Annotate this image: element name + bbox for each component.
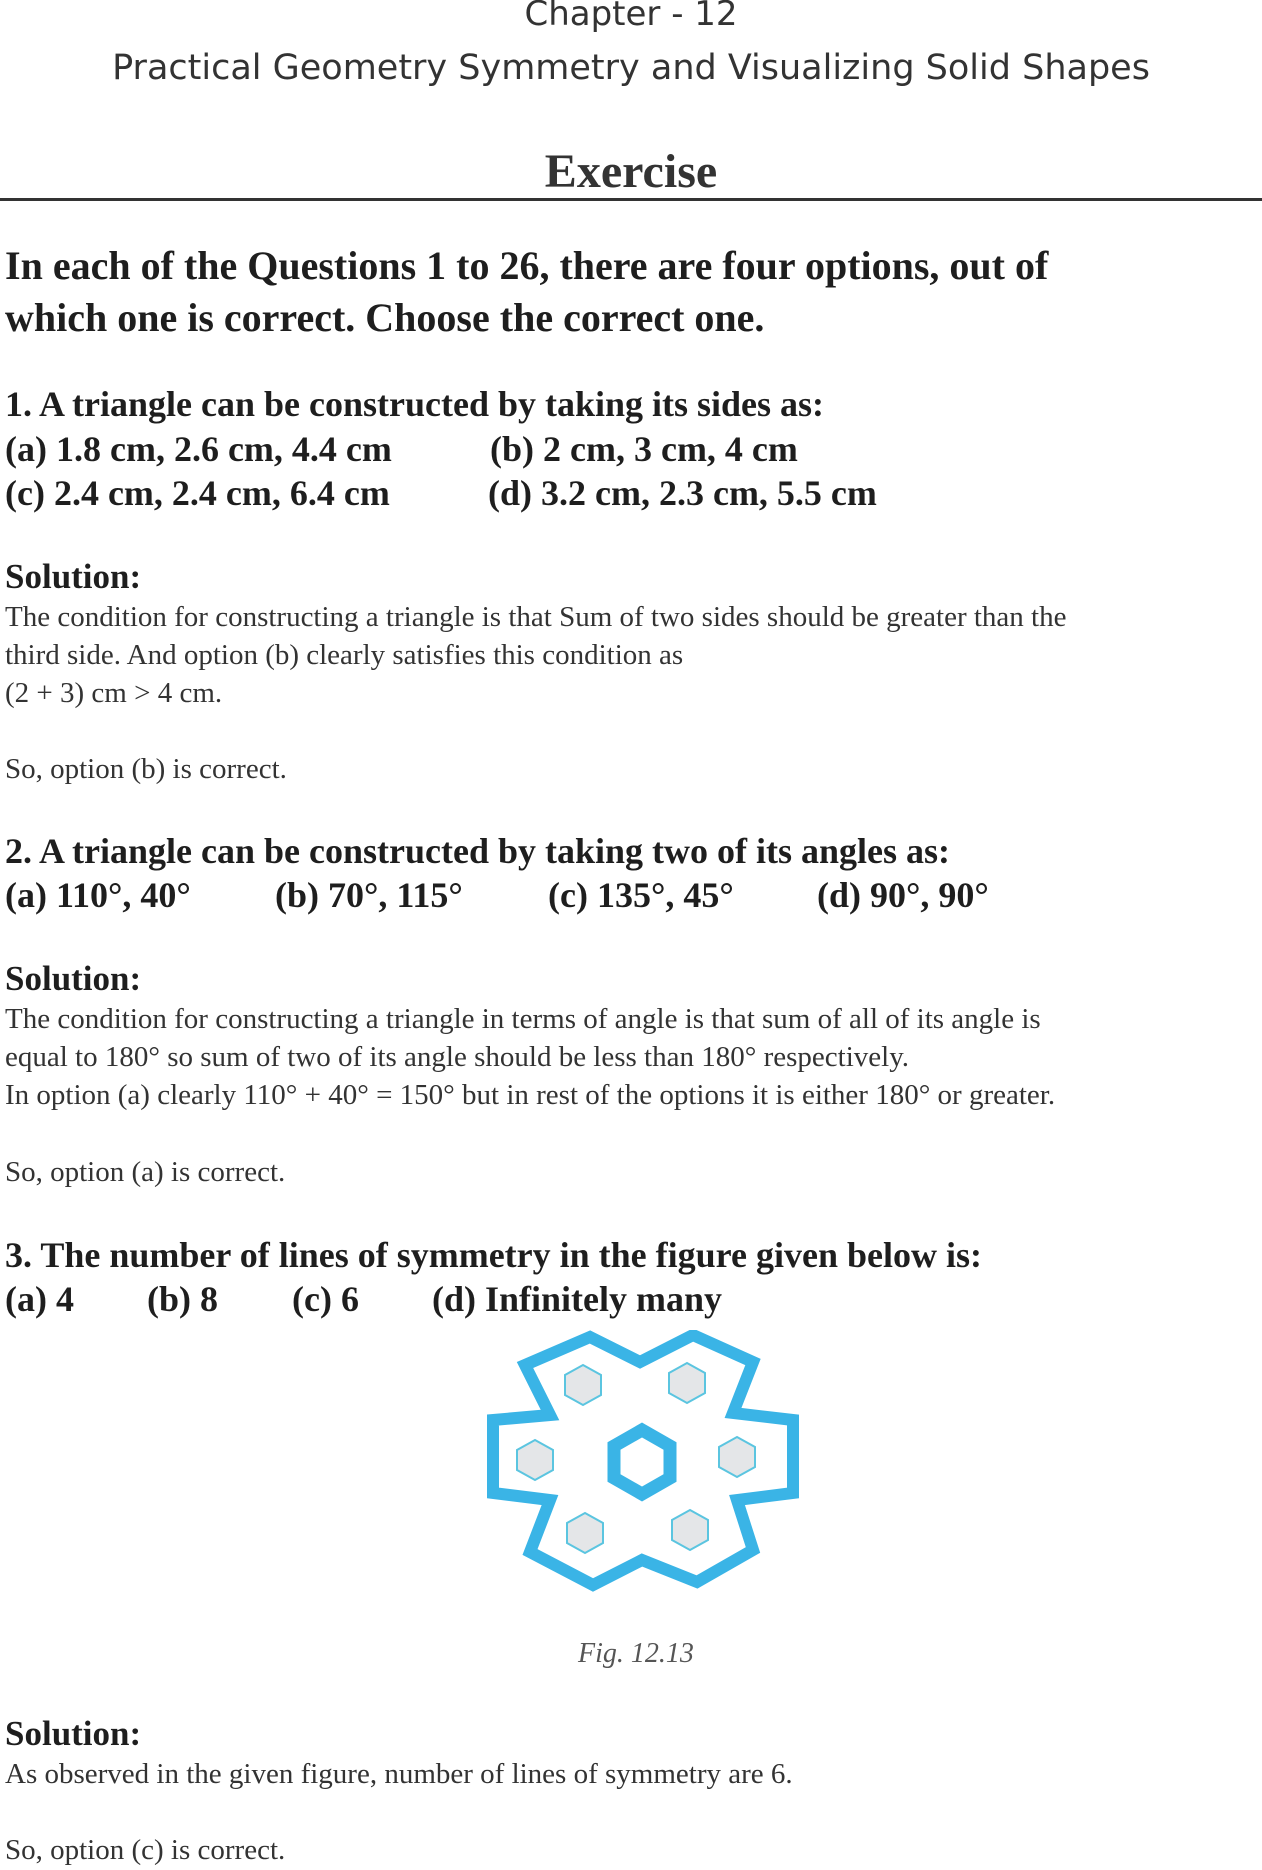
q2-solution-heading: Solution: bbox=[5, 959, 142, 998]
q2-option-a: (a) 110°, 40° bbox=[5, 875, 191, 915]
q1-solution-line: (2 + 3) cm > 4 cm. bbox=[5, 677, 223, 709]
figure-caption: Fig. 12.13 bbox=[578, 1638, 694, 1669]
instructions-line-1: In each of the Questions 1 to 26, there are four options, out of bbox=[5, 243, 1049, 288]
small-hexagon bbox=[669, 1363, 705, 1403]
q1-option-d: (d) 3.2 cm, 2.3 cm, 5.5 cm bbox=[488, 473, 877, 513]
q3-option-a: (a) 4 bbox=[5, 1279, 74, 1319]
small-hexagon bbox=[517, 1440, 553, 1480]
small-hexagon bbox=[672, 1510, 708, 1550]
q1-answer: So, option (b) is correct. bbox=[5, 753, 287, 785]
q1-option-a: (a) 1.8 cm, 2.6 cm, 4.4 cm bbox=[5, 429, 392, 469]
small-hexagon bbox=[565, 1365, 601, 1405]
q2-answer: So, option (a) is correct. bbox=[5, 1156, 286, 1188]
center-hexagon bbox=[614, 1430, 670, 1494]
q3-option-c: (c) 6 bbox=[292, 1279, 359, 1319]
header-divider bbox=[0, 198, 1262, 201]
q2-option-c: (c) 135°, 45° bbox=[548, 875, 734, 915]
q1-option-c: (c) 2.4 cm, 2.4 cm, 6.4 cm bbox=[5, 473, 390, 513]
q3-answer: So, option (c) is correct. bbox=[5, 1834, 286, 1866]
q2-option-b: (b) 70°, 115° bbox=[275, 875, 463, 915]
q2-solution-line: In option (a) clearly 110° + 40° = 150° but in rest of the options it is either 180° or greater. bbox=[5, 1079, 1056, 1111]
question-2: 2. A triangle can be constructed by taking two of its angles as: bbox=[5, 831, 950, 871]
q1-solution-heading: Solution: bbox=[5, 557, 142, 596]
q3-solution-line: As observed in the given figure, number of lines of symmetry are 6. bbox=[5, 1758, 793, 1790]
section-title: Exercise bbox=[544, 145, 718, 198]
q1-solution-line: third side. And option (b) clearly satisfies this condition as bbox=[5, 639, 684, 671]
q2-solution-line: equal to 180° so sum of two of its angle should be less than 180° respectively. bbox=[5, 1041, 910, 1073]
question-1: 1. A triangle can be constructed by taking its sides as: bbox=[5, 384, 825, 424]
small-hexagon bbox=[567, 1513, 603, 1553]
symmetry-figure bbox=[460, 1330, 820, 1610]
q2-option-d: (d) 90°, 90° bbox=[817, 875, 989, 915]
chapter-title: Chapter - 12 bbox=[524, 0, 738, 34]
q1-solution-line: The condition for constructing a triangle is that Sum of two sides should be greater than the bbox=[5, 601, 1067, 633]
q2-solution-line: The condition for constructing a triangle in terms of angle is that sum of all of its angle is bbox=[5, 1003, 1041, 1035]
instructions-line-2: which one is correct. Choose the correct one. bbox=[5, 295, 765, 340]
question-3: 3. The number of lines of symmetry in the figure given below is: bbox=[5, 1235, 982, 1275]
chapter-subtitle: Practical Geometry Symmetry and Visualizing Solid Shapes bbox=[112, 48, 1150, 88]
q3-solution-heading: Solution: bbox=[5, 1714, 142, 1753]
q3-option-d: (d) Infinitely many bbox=[432, 1279, 723, 1319]
small-hexagon bbox=[719, 1437, 755, 1477]
q3-option-b: (b) 8 bbox=[147, 1279, 218, 1319]
q1-option-b: (b) 2 cm, 3 cm, 4 cm bbox=[490, 429, 798, 469]
